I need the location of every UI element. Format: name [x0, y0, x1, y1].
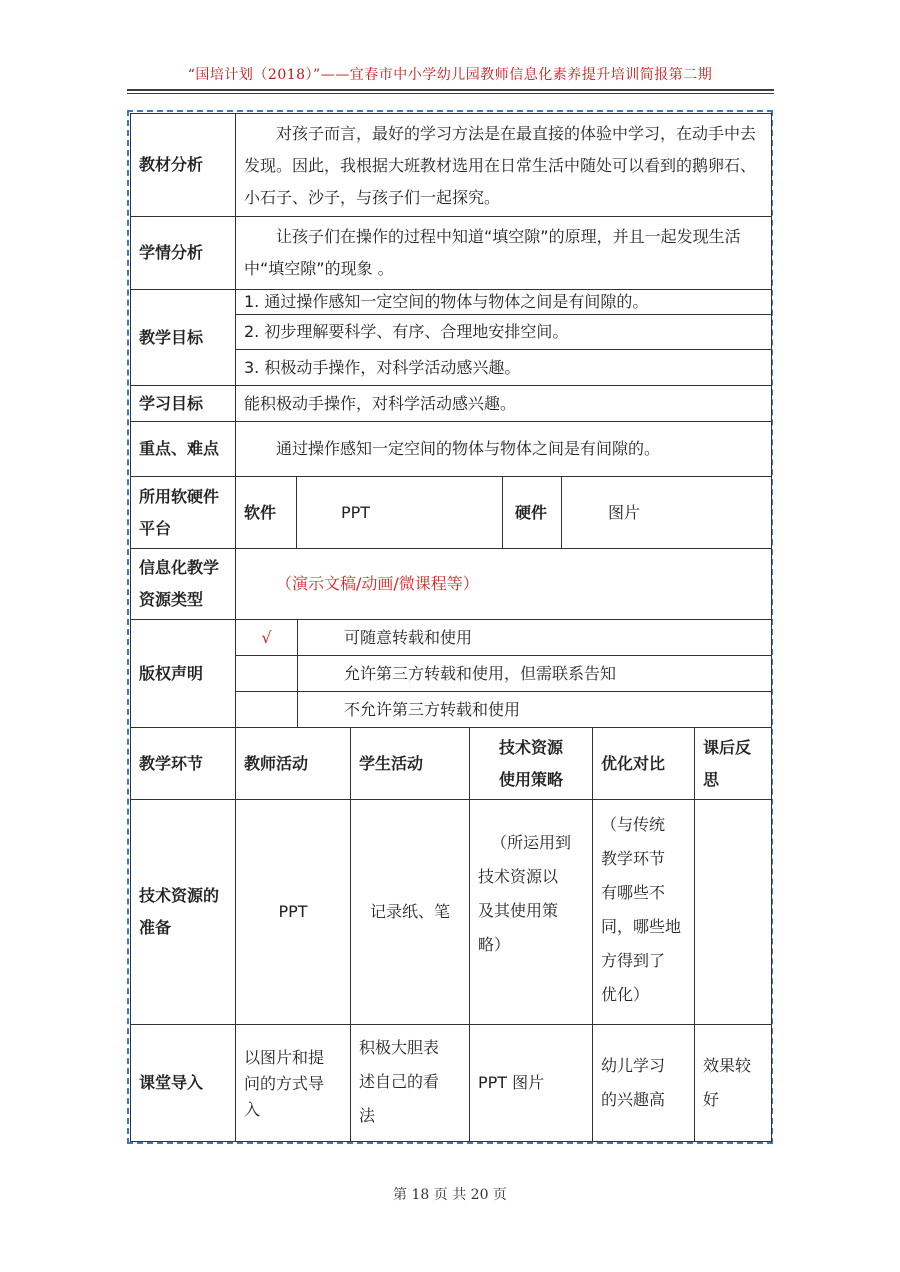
row1-optimize-line: 优化） — [601, 985, 650, 1004]
row1-optimize-line: 方得到了 — [601, 951, 666, 970]
key-points-text — [235, 421, 772, 477]
row2-teacher-line: 以图片和提 — [244, 1048, 325, 1067]
row1-tech-line: 技术资源以 — [478, 867, 559, 886]
row1-optimize-line: 同，哪些地 — [601, 917, 682, 936]
label-platform — [130, 476, 236, 549]
software-value: PPT — [296, 476, 503, 549]
row1-student: 记录纸、笔 — [350, 799, 470, 1025]
page-footer: 第 18 页 共 20 页 — [393, 1187, 507, 1203]
copyright-option-3: 不允许第三方转载和使用 — [297, 691, 772, 728]
row1-stage — [130, 799, 236, 1025]
row1-teacher: PPT — [235, 799, 351, 1025]
label-copyright: 版权声明 — [130, 619, 236, 728]
header-reflect-line1: 课后反 — [703, 737, 752, 757]
teaching-goal-3: 3. 积极动手操作，对科学活动感兴趣。 — [235, 349, 772, 386]
software-label: 软件 — [235, 476, 297, 549]
row2-teacher-line: 入 — [244, 1100, 261, 1119]
row2-reflect — [694, 1024, 772, 1142]
label-resource-type-line2: 资源类型 — [139, 590, 204, 609]
label-resource-type-line1: 信息化教学 — [139, 558, 220, 577]
row1-optimize — [592, 799, 695, 1025]
header-rule-thin — [127, 93, 774, 94]
hardware-value: 图片 — [561, 476, 772, 549]
row1-stage-line1: 技术资源的 — [139, 886, 220, 905]
hardware-label: 硬件 — [502, 476, 562, 549]
row2-reflect-line: 好 — [703, 1090, 720, 1109]
resource-type-value: （演示文稿/动画/微课程等） — [235, 548, 772, 620]
header-reflect — [694, 727, 772, 800]
row2-teacher-line: 问的方式导 — [244, 1074, 325, 1093]
row1-tech-line: （所运用到 — [490, 833, 571, 852]
label-key-points: 重点、难点 — [130, 421, 236, 477]
header-teacher: 教师活动 — [235, 727, 351, 800]
row2-optimize-line: 的兴趣高 — [601, 1090, 666, 1109]
material-analysis-text: 对孩子而言，最好的学习方法是在最直接的体验中学习，在动手中去发现。因此，我根据大班教材选用在日常生活中随处可以看到的鹅卵石、小石子、沙子，与孩子们一起探究。 — [235, 113, 772, 217]
label-teaching-goals: 教学目标 — [130, 289, 236, 386]
header-reflect-line2: 思 — [703, 769, 720, 789]
header-tech-line2: 使用策略 — [498, 769, 563, 789]
row1-tech-line: 略） — [478, 935, 511, 954]
page-header-title: “国培计划（2018）”——宜春市中小学幼儿园教师信息化素养提升培训简报第二期 — [187, 67, 713, 83]
row1-optimize-line: 有哪些不 — [601, 883, 666, 902]
header-student: 学生活动 — [350, 727, 470, 800]
header-rule — [127, 89, 774, 91]
row2-stage: 课堂导入 — [130, 1024, 236, 1142]
row2-student-line: 述自己的看 — [359, 1072, 440, 1091]
copyright-option-1: 可随意转载和使用 — [297, 619, 772, 656]
row2-optimize — [592, 1024, 695, 1142]
label-platform-line1: 所用软硬件 — [139, 486, 220, 506]
row1-tech-line: 及其使用策 — [478, 901, 559, 920]
copyright-option-2: 允许第三方转载和使用，但需联系告知 — [297, 655, 772, 692]
copyright-check-3[interactable] — [235, 691, 298, 728]
label-platform-line2: 平台 — [139, 518, 172, 538]
row2-student-line: 积极大胆表 — [359, 1038, 440, 1057]
row1-tech — [469, 799, 593, 1025]
row1-optimize-line: 教学环节 — [601, 849, 666, 868]
key-points-value: 通过操作感知一定空间的物体与物体之间是有间隙的。 — [276, 439, 661, 458]
row2-optimize-line: 幼儿学习 — [601, 1056, 666, 1075]
row2-teacher — [235, 1024, 351, 1142]
row2-student — [350, 1024, 470, 1142]
learner-analysis-text: 让孩子们在操作的过程中知道“填空隙”的原理，并且一起发现生活中“填空隙”的现象 。 — [235, 216, 772, 290]
label-material-analysis: 教材分析 — [130, 113, 236, 217]
row2-reflect-line: 效果较 — [703, 1056, 752, 1075]
row1-reflect — [694, 799, 772, 1025]
teaching-goal-2: 2. 初步理解要科学、有序、合理地安排空间。 — [235, 314, 772, 350]
label-learner-analysis: 学情分析 — [130, 216, 236, 290]
copyright-check-2[interactable] — [235, 655, 298, 692]
label-resource-type — [130, 548, 236, 620]
row1-stage-line2: 准备 — [139, 918, 172, 937]
label-learning-goals: 学习目标 — [130, 385, 236, 422]
row2-tech: PPT 图片 — [469, 1024, 593, 1142]
teaching-goal-1: 1. 通过操作感知一定空间的物体与物体之间是有间隙的。 — [235, 289, 772, 315]
header-tech — [469, 727, 593, 800]
row2-student-line: 法 — [359, 1106, 376, 1125]
header-tech-line1: 技术资源 — [498, 737, 563, 757]
row1-optimize-line: （与传统 — [601, 815, 666, 834]
learning-goals-text: 能积极动手操作，对科学活动感兴趣。 — [235, 385, 772, 422]
header-optimize: 优化对比 — [592, 727, 695, 800]
copyright-check-1[interactable]: √ — [235, 619, 298, 656]
header-stage: 教学环节 — [130, 727, 236, 800]
